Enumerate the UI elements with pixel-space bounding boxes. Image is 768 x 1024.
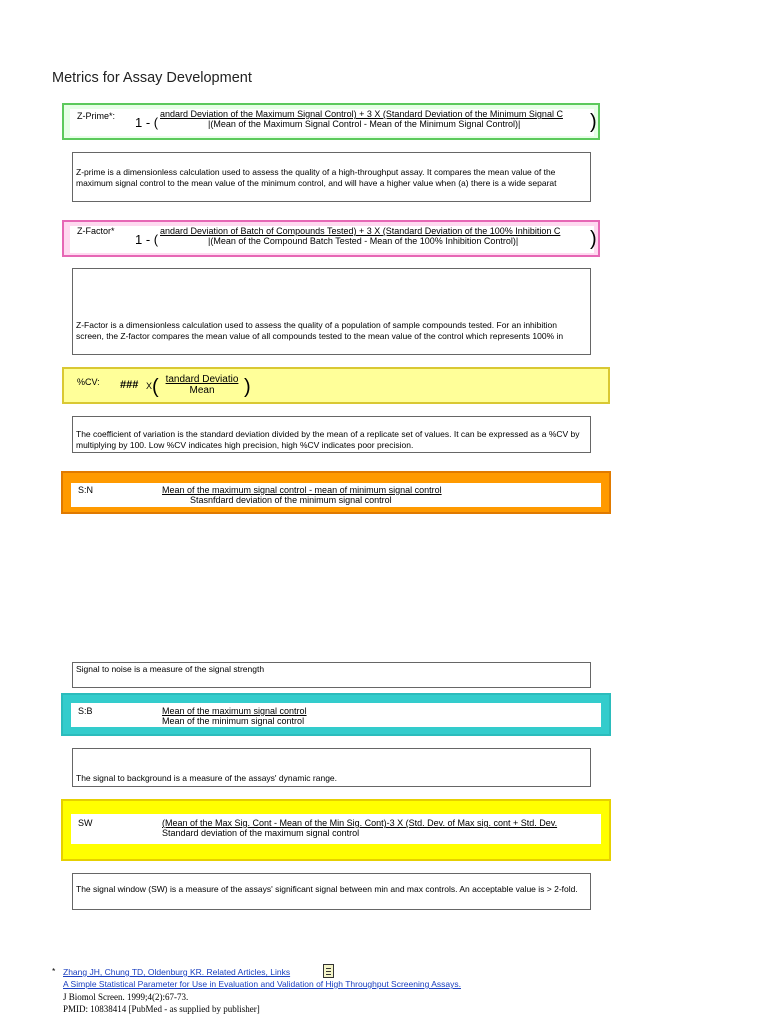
cv-numerator: tandard Deviatio xyxy=(165,374,239,385)
cv-times: X xyxy=(146,381,153,391)
zprime-label: Z-Prime*: xyxy=(77,111,115,121)
sn-numerator: Mean of the maximum signal control - mean of minimum signal control xyxy=(162,485,442,495)
sn-label: S:N xyxy=(78,485,94,495)
cv-multiplier: ### xyxy=(120,379,139,391)
zfactor-description: Z-Factor is a dimensionless calculation used to assess the quality of a population of sample compounds tested. For an inhibition screen, the Z-factor compares the mean value of all compounds tested to the mean value of the control which represents 100% in xyxy=(72,268,591,355)
sn-description: Signal to noise is a measure of the signal strength xyxy=(72,662,591,688)
sw-numerator: (Mean of the Max Sig. Cont - Mean of the Min Sig. Cont)-3 X (Std. Dev. of Max sig. cont + Std. Dev. xyxy=(162,818,558,828)
sb-numerator: Mean of the maximum signal control xyxy=(162,706,307,716)
cv-formula-box: %CV: ### X ( tandard Deviatio Mean ) xyxy=(62,367,610,404)
zprime-one-minus: 1 - ( xyxy=(135,115,159,130)
zprime-description: Z-prime is a dimensionless calculation used to assess the quality of a high-throughput assay. It compares the mean value of the maximum signal control to the mean value of the minimum control, and will have a higher value when (a) there is a wide separat xyxy=(72,152,591,202)
links-note-icon[interactable] xyxy=(323,964,334,978)
sw-formula-box xyxy=(61,799,611,861)
footnote-article-link[interactable]: A Simple Statistical Parameter for Use in Evaluation and Validation of High Throughput Screening Assays. xyxy=(63,979,461,989)
sb-formula-box xyxy=(61,693,611,736)
sn-denominator: Stasnfdard deviation of the minimum signal control xyxy=(190,495,392,505)
footnote-authors-link[interactable]: Zhang JH, Chung TD, Oldenburg KR. Related Articles, Links xyxy=(63,967,291,977)
sw-label: SW xyxy=(78,818,93,828)
zfactor-formula-box xyxy=(62,220,600,257)
zfactor-denominator: |(Mean of the Compound Batch Tested - Mean of the 100% Inhibition Control)| xyxy=(208,236,519,246)
zfactor-one-minus: 1 - ( xyxy=(135,232,159,247)
zprime-numerator: andard Deviation of the Maximum Signal Control) + 3 X (Standard Deviation of the Minimum Signal C xyxy=(160,109,563,119)
zfactor-numerator: andard Deviation of Batch of Compounds Tested) + 3 X (Standard Deviation of the 100% Inhibition C xyxy=(160,226,561,236)
zprime-denominator: |(Mean of the Maximum Signal Control - Mean of the Minimum Signal Control)| xyxy=(208,119,521,129)
cv-label: %CV: xyxy=(77,377,100,387)
sb-denominator: Mean of the minimum signal control xyxy=(162,716,305,726)
sn-formula-box xyxy=(61,471,611,514)
zprime-formula-box xyxy=(62,103,600,140)
footnote-pmid: PMID: 10838414 [PubMed - as supplied by publisher] xyxy=(63,1004,260,1014)
sb-label: S:B xyxy=(78,706,93,716)
zprime-close-paren: ) xyxy=(590,111,597,133)
sb-description: The signal to background is a measure of the assays' dynamic range. xyxy=(72,748,591,787)
footnote-journal: J Biomol Screen. 1999;4(2):67-73. xyxy=(63,992,189,1002)
cv-denominator: Mean xyxy=(189,385,215,396)
page-title: Metrics for Assay Development xyxy=(52,70,252,86)
sw-description: The signal window (SW) is a measure of the assays' significant signal between min and max controls. An acceptable value is > 2-fold. xyxy=(72,873,591,910)
zfactor-close-paren: ) xyxy=(590,228,597,250)
cv-description: The coefficient of variation is the standard deviation divided by the mean of a replicate set of values. It can be expressed as a %CV by multiplying by 100. Low %CV indicates high precision, high %CV indicates poor precision. xyxy=(72,416,591,453)
sw-denominator: Standard deviation of the maximum signal control xyxy=(162,828,360,838)
zfactor-label: Z-Factor* xyxy=(77,226,115,236)
footnote-asterisk: * xyxy=(52,966,56,976)
